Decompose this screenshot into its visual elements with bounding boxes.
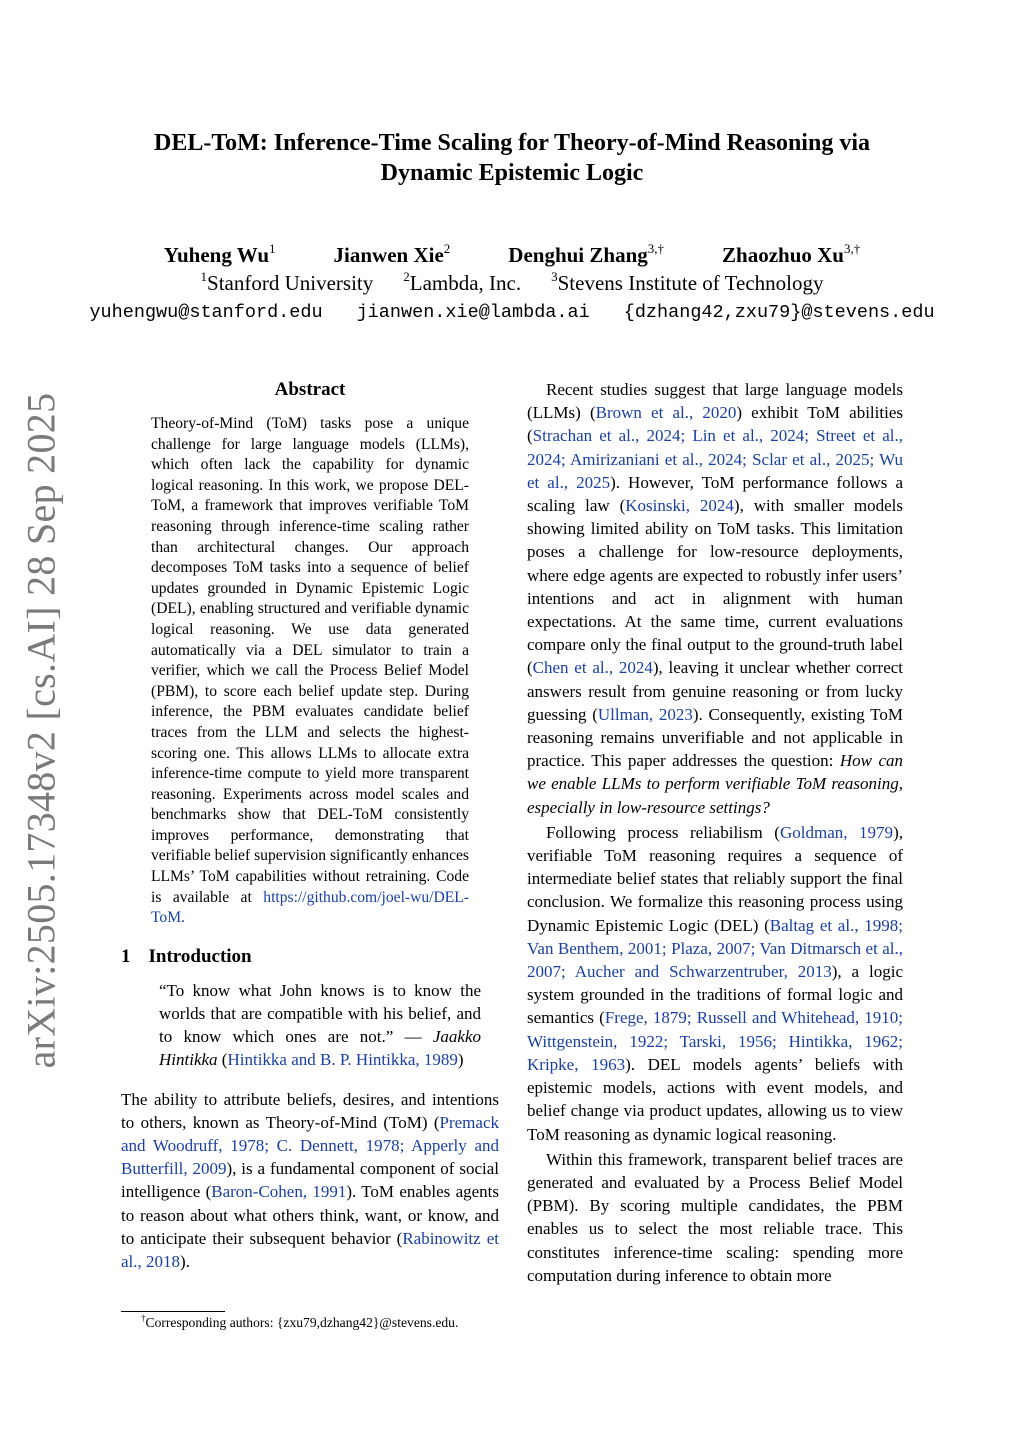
arxiv-sidebar-stamp	[6, 392, 76, 1068]
body-paragraph: Recent studies suggest that large language models (LLMs) (Brown et al., 2020) exhibit ToM abilities (Strachan et al., 2024; Lin et al., 2024; Street et al., 2024; Amirizaniani et al., 2024; Sclar et al., 2025; Wu et al., 2025). However, ToM performance follows a scaling law (Kosinski, 2024), with smaller models showing limited ability on ToM tasks. This limitation poses a challenge for low-resource deployments, where edge agents are expected to robustly infer users’ intentions and act in alignment with human expectations. At the same time, current evaluations compare only the final output to the ground-truth label (Chen et al., 2024), leaving it unclear whether correct answers result from genuine reasoning or from lucky guessing (Ullman, 2023). Consequently, existing ToM reasoning remains unverifiable and not applicable in practice. This paper addresses the question: How can we enable LLMs to perform verifiable ToM reasoning, especially in low-resource settings?	[527, 380, 904, 817]
email: yuhengwu@stanford.edu	[89, 302, 323, 323]
author: Denghui Zhang$^{3,\dagger}$	[508, 241, 665, 267]
citation-link[interactable]: Baltag et al., 1998; Van Benthem, 2001; Plaza, 2007; Van Ditmarsch et al., 2007; Aucher and Schwarzentruber, 2013	[527, 915, 903, 982]
body-paragraph: Following process reliabilism (Goldman, 1979), verifiable ToM reasoning requires a sequence of intermediate belief states that reliably support the final conclusion. We formalize this reasoning process using Dynamic Epistemic Logic (DEL) (Baltag et al., 1998; Van Benthem, 2001; Plaza, 2007; Van Ditmarsch et al., 2007; Aucher and Schwarzentruber, 2013), a logic system grounded in the traditions of formal logic and semantics (Frege, 1879; Russell and Whitehead, 1910; Wittgenstein, 1922; Tarski, 1956; Hintikka, 1962; Kripke, 1963). DEL models agents’ beliefs with epistemic models, actions with event models, and belief change via product updates, allowing us to view ToM reasoning as dynamic logical reasoning.	[527, 822, 904, 1144]
epigraph-quote: “To know what John knows is to know the worlds that are compatible with his belief, and to know which ones are not.” — Jaakko Hintikka (Hintikka and B. P. Hintikka, 1989)	[159, 980, 482, 1070]
title-line-1: DEL-ToM: Inference-Time Scaling for Theory-of-Mind Reasoning via	[154, 130, 870, 156]
author: Yuheng Wu$^1$	[163, 241, 276, 267]
abstract-heading: Abstract	[274, 379, 346, 400]
citation-link[interactable]: Hintikka and B. P. Hintikka, 1989	[227, 1050, 458, 1070]
citation-link[interactable]: Frege, 1879; Russell and Whitehead, 1910; Wittgenstein, 1922; Tarski, 1956; Hintikka, 1962; Kripke, 1963	[527, 1008, 903, 1074]
citation-link[interactable]: Rabinowitz et al., 2018	[121, 1228, 499, 1272]
affiliations	[100, 270, 924, 296]
citation-link[interactable]: Kosinski, 2024	[625, 496, 734, 516]
affiliation: $^3$Stevens Institute of Technology	[551, 269, 824, 295]
right-column	[527, 378, 903, 1287]
author-block	[89, 241, 935, 326]
footnote-rule	[121, 1311, 225, 1312]
code-link[interactable]: https://github.com/joel-wu/DEL-ToM.	[151, 888, 469, 927]
citation-link[interactable]: Brown et al., 2020	[595, 403, 737, 423]
author: Zhaozhuo $Xu^{3,\dagger}$	[722, 241, 861, 267]
abstract-text: Theory-of-Mind (ToM) tasks pose a unique challenge for large language models (LLMs), which often lack the capability for dynamic logical reasoning. In this work, we propose DEL-ToM, a framework that improves verifiable ToM reasoning through inference-time scaling rather than architectural changes. Our approach decomposes ToM tasks into a sequence of belief updates grounded in Dynamic Epistemic Logic (DEL), enabling structured and verifiable dynamic logical reasoning. We use data generated automatically via a DEL simulator to train a verifier, which we call the Process Belief Model (PBM), to score each belief update step. During inference, the PBM evaluates candidate belief traces from the LLM and selects the highest-scoring one. This allows LLMs to allocate extra inference-time compute to yield more transparent reasoning. Experiments across model scales and benchmarks show that DEL-ToM consistently improves performance, demonstrating that verifiable belief supervision significantly enhances LLMs’ ToM capabilities without retraining. Code is available at https://github.com/joel-wu/DEL-ToM.	[151, 415, 469, 927]
citation-link[interactable]: Premack and Woodruff, 1978; C. Dennett, 1978; Apperly and Butterfill, 2009	[121, 1112, 499, 1179]
email: {dzhang42,zxu79}@stevens.edu	[623, 302, 935, 323]
intro-paragraph: The ability to attribute beliefs, desires, and intentions to others, known as Theory-of-Mind (ToM) (Premack and Woodruff, 1978; C. Dennett, 1978; Apperly and Butterfill, 2009), is a fundamental component of social intelligence (Baron-Cohen, 1991). ToM enables agents to reason about what others think, want, or know, and to anticipate their subsequent behavior (Rabinowitz et al., 2018).	[121, 1089, 499, 1272]
quote-author: Jaakko Hintikka	[159, 1027, 482, 1070]
section-heading-introduction	[121, 945, 499, 969]
author-emails	[89, 300, 935, 326]
research-question: How can we enable LLMs to perform verifiable ToM reasoning, especially in low-resource settings?	[527, 751, 903, 817]
arxiv-identifier: arXiv:2505.17348v2 [cs.AI] 28 Sep 2025	[18, 392, 64, 1068]
citation-link[interactable]: Strachan et al., 2024; Lin et al., 2024; Street et al., 2024; Amirizaniani et al., 2024; Sclar et al., 2025; Wu et al., 2025	[527, 426, 903, 492]
citation-link[interactable]: Ullman, 2023	[597, 704, 693, 724]
email: jianwen.xie@lambda.ai	[356, 302, 590, 323]
footnote: †Corresponding authors: {zxu79,dzhang42}@stevens.edu.	[141, 1313, 459, 1330]
section-number: 1	[121, 945, 131, 967]
author-names	[100, 242, 924, 268]
affiliation: $^1$Stanford University	[200, 269, 374, 295]
paper-title	[100, 128, 924, 188]
citation-link[interactable]: Chen et al., 2024	[532, 658, 653, 678]
body-paragraph: Within this framework, transparent belief traces are generated and evaluated by a Process Belief Model (PBM). By scoring multiple candidates, the PBM enables us to select the most reliable trace. This constitutes inference-time scaling: spending more computation during inference to obtain more	[527, 1149, 903, 1285]
citation-link[interactable]: Goldman, 1979	[779, 822, 894, 842]
left-column	[121, 378, 499, 1273]
title-line-2: Dynamic Epistemic Logic	[380, 160, 644, 186]
affiliation: $^2$Lambda, Inc.	[403, 269, 522, 295]
section-title: Introduction	[148, 945, 252, 967]
author: Jianwen Xie$^2$	[333, 241, 451, 267]
citation-link[interactable]: Baron-Cohen, 1991	[211, 1182, 347, 1202]
